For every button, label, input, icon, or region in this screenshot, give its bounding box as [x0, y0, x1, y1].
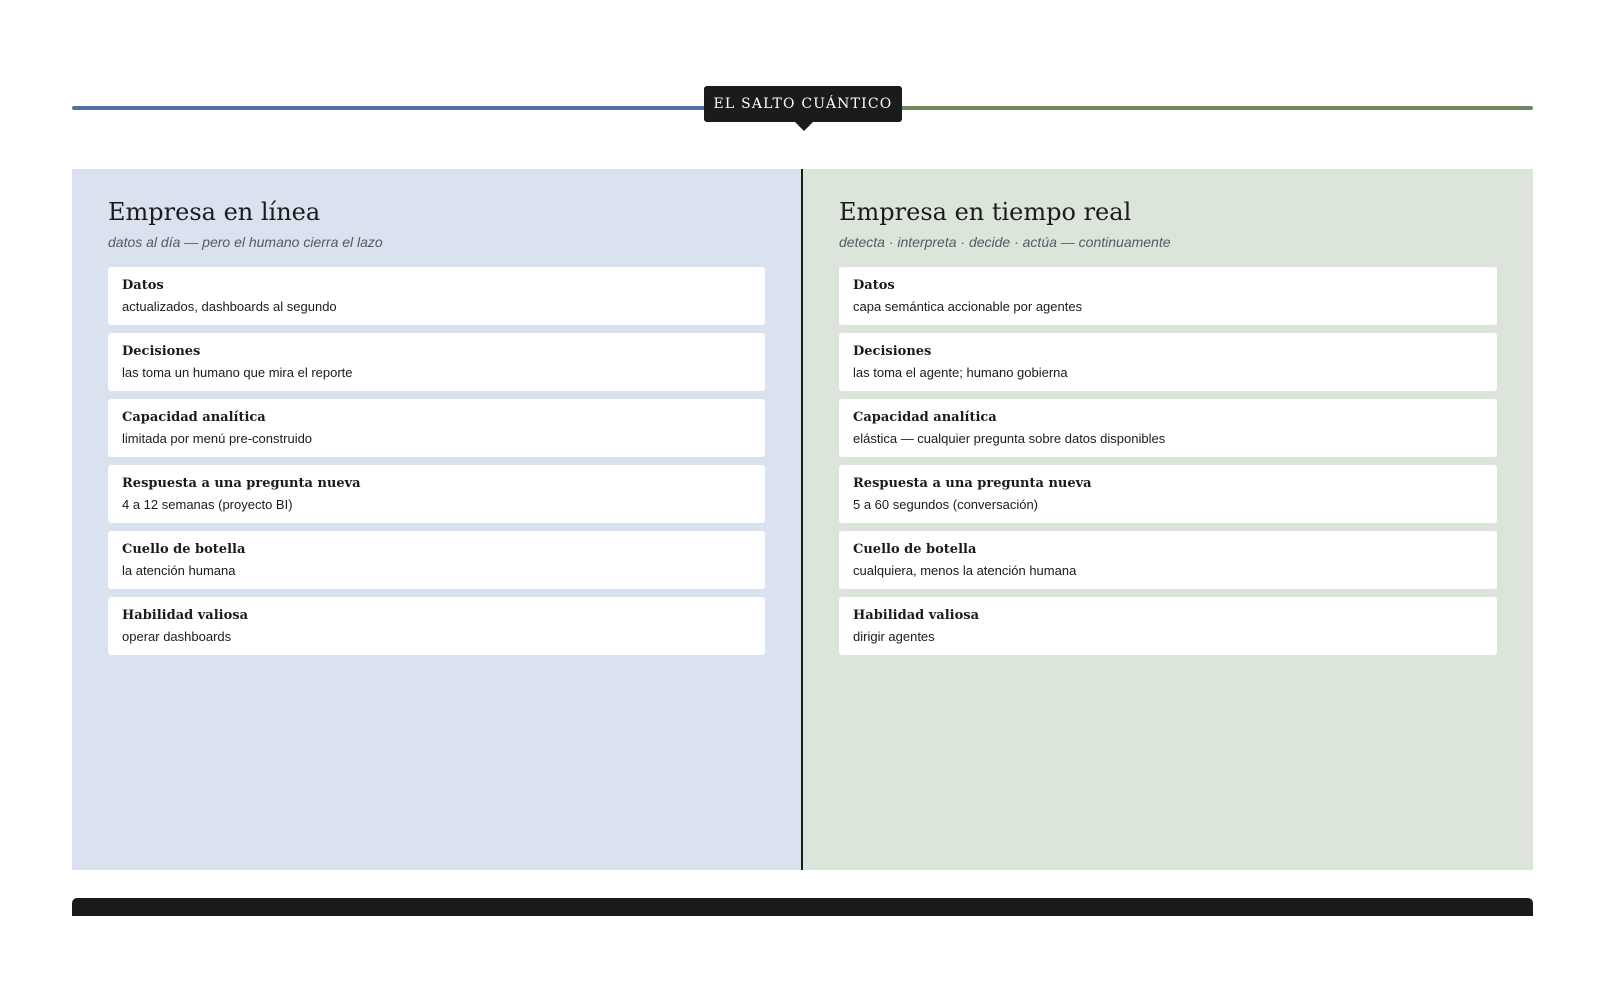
row-value: 5 a 60 segundos (conversación)	[853, 497, 1039, 512]
row-label: Decisiones	[853, 344, 932, 359]
row-value: actualizados, dashboards al segundo	[122, 299, 337, 314]
row-label: Capacidad analítica	[853, 410, 997, 425]
section-badge	[704, 86, 902, 122]
row-card	[108, 597, 765, 655]
row-label: Habilidad valiosa	[853, 608, 980, 623]
panel-title: Empresa en línea	[108, 198, 321, 226]
section-badge-label: EL SALTO CUÁNTICO	[713, 96, 893, 112]
row-value: las toma el agente; humano gobierna	[853, 365, 1068, 380]
row-value: dirigir agentes	[853, 629, 935, 644]
row-value: limitada por menú pre-construido	[122, 431, 313, 446]
row-card	[108, 267, 765, 325]
panel-subtitle: datos al día — pero el humano cierra el lazo	[108, 234, 383, 250]
badge-pointer	[795, 122, 813, 131]
row-label: Cuello de botella	[853, 542, 977, 557]
row-label: Cuello de botella	[122, 542, 246, 557]
row-card	[108, 333, 765, 391]
left-accent-line	[72, 106, 804, 110]
row-value: cualquiera, menos la atención humana	[853, 563, 1077, 578]
panel-empresa-en-linea	[72, 169, 801, 870]
row-card	[839, 465, 1497, 523]
row-label: Habilidad valiosa	[122, 608, 249, 623]
row-value: operar dashboards	[122, 629, 232, 644]
row-label: Respuesta a una pregunta nueva	[853, 476, 1092, 491]
row-card	[108, 531, 765, 589]
row-label: Datos	[853, 278, 895, 293]
row-card	[839, 333, 1497, 391]
row-label: Capacidad analítica	[122, 410, 266, 425]
panel-subtitle: detecta · interpreta · decide · actúa — continuamente	[839, 234, 1171, 250]
row-label: Datos	[122, 278, 164, 293]
right-accent-line	[800, 106, 1533, 110]
row-value: las toma un humano que mira el reporte	[122, 365, 353, 380]
panel-empresa-en-tiempo-real	[803, 169, 1533, 870]
row-card	[839, 597, 1497, 655]
row-card	[839, 399, 1497, 457]
row-value: la atención humana	[122, 563, 236, 578]
row-label: Respuesta a una pregunta nueva	[122, 476, 361, 491]
row-card	[839, 531, 1497, 589]
footer-bar	[72, 898, 1533, 916]
row-card	[108, 465, 765, 523]
row-value: 4 a 12 semanas (proyecto BI)	[122, 497, 293, 512]
row-value: capa semántica accionable por agentes	[853, 299, 1083, 314]
panel-title: Empresa en tiempo real	[839, 198, 1132, 226]
row-value: elástica — cualquier pregunta sobre datos disponibles	[853, 431, 1166, 446]
row-card	[839, 267, 1497, 325]
row-card	[108, 399, 765, 457]
row-label: Decisiones	[122, 344, 201, 359]
